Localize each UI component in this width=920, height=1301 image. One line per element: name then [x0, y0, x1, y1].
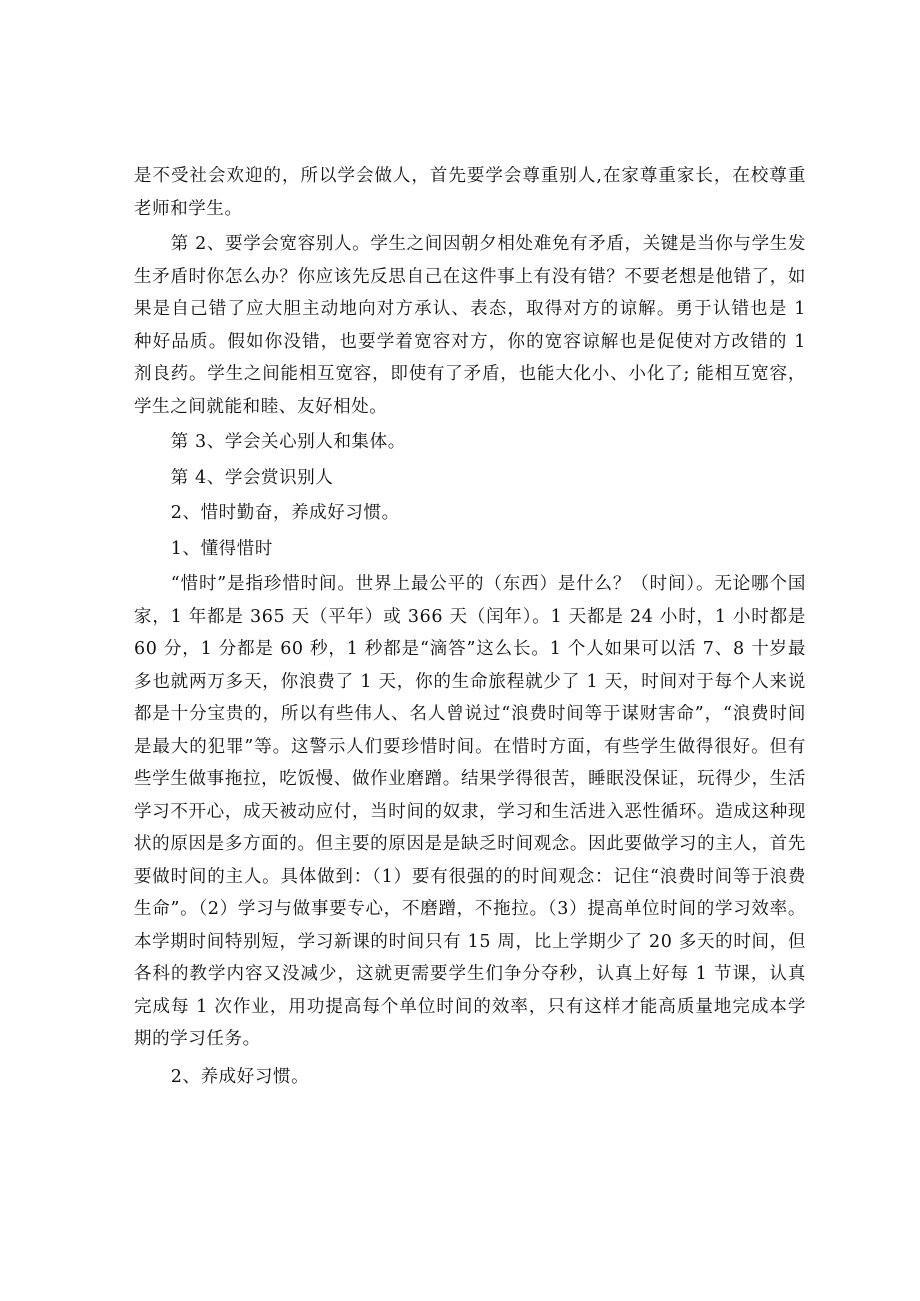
paragraph-tolerance: 第 2、要学会宽容别人。学生之间因朝夕相处难免有矛盾，关键是当你与学生发生矛盾时你怎么办？你应该先反思自己在这件事上有没有错？不要老想是他错了，如果是自己错了应大胆主动地向对方承认、表态，取得对方的谅解。勇于认错也是 1 种好品质。假如你没错，也要学着宽容对方，你的宽容谅解也是促使对方改错的 1 剂良药。学生之间能相互宽容，即使有了矛盾，也能大化小、小化了; 能相互宽容，学生之间就能和睦、友好相处。: [134, 234, 806, 417]
section-heading-diligence: 2、惜时勤奋，养成好习惯。: [170, 503, 400, 523]
paragraph-respect-continued: 是不受社会欢迎的，所以学会做人，首先要学会尊重别人,在家尊重家长，在校尊重老师和学生。: [134, 166, 806, 219]
paragraph-cherish-time: “惜时”是指珍惜时间。世界上最公平的（东西）是什么？（时间）。无论哪个国家，1 年都是 365 天（平年）或 366 天（闰年）。1 天都是 24 小时，1 小时都是 60 分，1 分都是 60 秒，1 秒都是“滴答”这么长。1 个人如果可以活 7、8 十岁最多也就两万多天，你浪费了 1 天，你的生命旅程就少了 1 天，时间对于每个人来说都是十分宝贵的，所以有些伟人、名人曾说过“浪费时间等于谋财害命”，“浪费时间是最大的犯罪”等。这警示人们要珍惜时间。在惜时方面，有些学生做得很好。但有些学生做事拖拉，吃饭慢、做作业磨蹭。结果学得很苦，睡眠没保证，玩得少，生活学习不开心，成天被动应付，当时间的奴隶，学习和生活进入恶性循环。造成这种现状的原因是多方面的。但主要的原因是是缺乏时间观念。因此要做学习的主人，首先要做时间的主人。具体做到：（1）要有很强的的时间观念：记住“浪费时间等于浪费生命”。（2）学习与做事要专心，不磨蹭，不拖拉。（3）提高单位时间的学习效率。本学期时间特别短，学习新课的时间只有 15 周，比上学期少了 20 多天的时间，但各科的教学内容又没减少，这就更需要学生们争分夺秒，认真上好每 1 节课，认真完成每 1 次作业，用功提高每个单位时间的效率，只有这样才能高质量地完成本学期的学习任务。: [134, 574, 806, 1049]
subheading-cherish-time: 1、懂得惜时: [170, 538, 273, 559]
subheading-good-habits: 2、养成好习惯。: [170, 1066, 310, 1087]
paragraph-care: 第 3、学会关心别人和集体。: [170, 432, 406, 452]
document-body: [134, 160, 806, 1093]
paragraph-appreciate: 第 4、学会赏识别人: [170, 467, 334, 488]
